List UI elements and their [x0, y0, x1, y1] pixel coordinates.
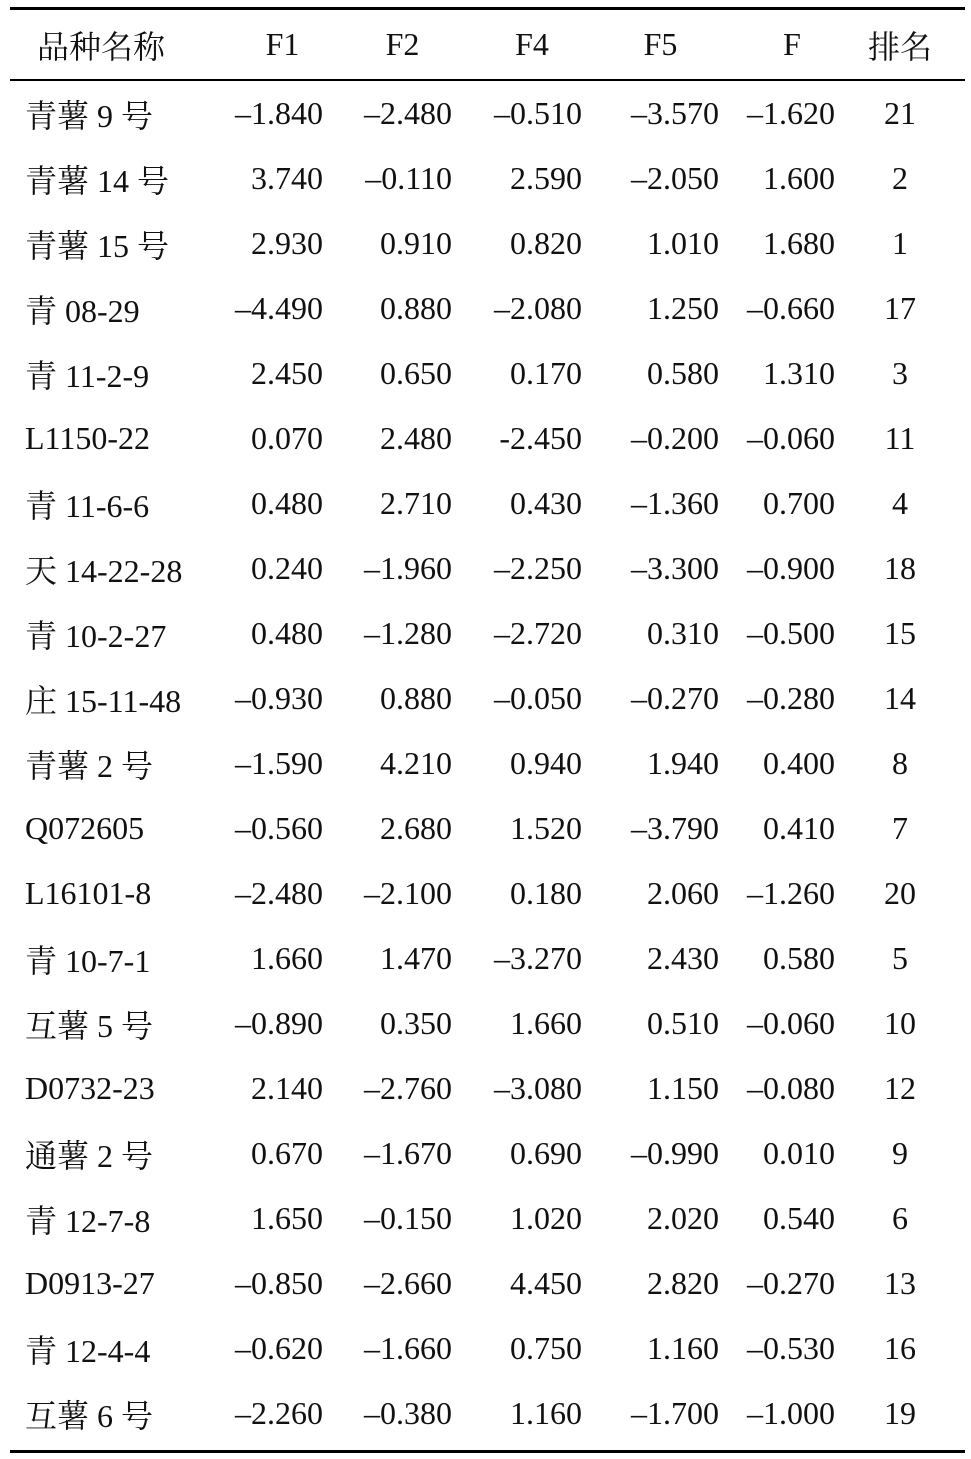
cell-f1: 0.670: [251, 1135, 323, 1171]
cell-f5: 2.060: [647, 875, 719, 911]
cell-rank: 6: [892, 1200, 908, 1236]
cell-f1: –0.620: [235, 1330, 323, 1366]
cell-variety-name: 青薯 14 号: [25, 162, 170, 199]
cell-f4: –0.050: [494, 680, 582, 716]
cell-variety-name: 互薯 5 号: [25, 1007, 154, 1044]
cell-rank: 1: [892, 225, 908, 261]
cell-rank: 5: [892, 940, 908, 976]
cell-f5: –1.360: [631, 485, 719, 521]
cell-rank: 21: [884, 95, 916, 131]
cell-f5: 2.020: [647, 1200, 719, 1236]
cell-f4: –0.510: [494, 95, 582, 131]
score-ranking-table: [10, 10, 965, 79]
table-row: [10, 926, 965, 991]
cell-f2: –2.660: [364, 1265, 452, 1301]
cell-f2: –2.100: [364, 875, 452, 911]
cell-variety-name: L16101-8: [25, 875, 152, 911]
cell-f5: –2.050: [631, 160, 719, 196]
cell-f2: 0.650: [380, 355, 452, 391]
cell-f2: –2.760: [364, 1070, 452, 1106]
cell-f5: 1.150: [647, 1070, 719, 1106]
cell-f: –0.500: [747, 615, 835, 651]
cell-f: 0.400: [763, 745, 835, 781]
table-row: [10, 731, 965, 796]
cell-f4: –2.080: [494, 290, 582, 326]
cell-f4: 1.660: [510, 1005, 582, 1041]
table-row: [10, 406, 965, 471]
cell-rank: 19: [884, 1395, 916, 1431]
cell-f4: 2.590: [510, 160, 582, 196]
cell-f: –0.060: [747, 420, 835, 456]
cell-variety-name: 青 12-7-8: [25, 1202, 151, 1239]
cell-f5: 0.510: [647, 1005, 719, 1041]
cell-rank: 10: [884, 1005, 916, 1041]
cell-f5: 0.310: [647, 615, 719, 651]
cell-f5: 2.820: [647, 1265, 719, 1301]
cell-rank: 17: [884, 290, 916, 326]
cell-f2: 0.350: [380, 1005, 452, 1041]
bottom-rule: [10, 1450, 965, 1453]
header-variety-name: 品种名称: [36, 28, 165, 65]
cell-variety-name: 青 10-2-27: [25, 617, 167, 654]
cell-f: –1.260: [747, 875, 835, 911]
cell-f: 0.580: [763, 940, 835, 976]
cell-f: –0.660: [747, 290, 835, 326]
cell-f: 1.600: [763, 160, 835, 196]
cell-f1: 1.660: [251, 940, 323, 976]
table-header: [10, 10, 965, 79]
table-row: [10, 666, 965, 731]
cell-rank: 8: [892, 745, 908, 781]
table-row: [10, 861, 965, 926]
table-row: [10, 1251, 965, 1316]
cell-f1: –0.560: [235, 810, 323, 846]
cell-variety-name: L1150-22: [25, 420, 151, 456]
cell-f2: 1.470: [380, 940, 452, 976]
cell-variety-name: 互薯 6 号: [25, 1397, 154, 1434]
cell-variety-name: 青 08-29: [25, 292, 140, 329]
header-rank: 排名: [867, 28, 932, 65]
cell-rank: 4: [892, 485, 908, 521]
cell-f: 1.310: [763, 355, 835, 391]
cell-f5: –0.200: [631, 420, 719, 456]
cell-rank: 20: [884, 875, 916, 911]
cell-variety-name: 青 11-2-9: [25, 357, 150, 394]
cell-f4: –2.720: [494, 615, 582, 651]
cell-f2: 2.480: [380, 420, 452, 456]
cell-f4: 1.020: [510, 1200, 582, 1236]
cell-rank: 9: [892, 1135, 908, 1171]
cell-f2: –1.280: [364, 615, 452, 651]
cell-f: –0.080: [747, 1070, 835, 1106]
cell-f4: 0.940: [510, 745, 582, 781]
cell-rank: 12: [884, 1070, 916, 1106]
cell-f4: –3.270: [494, 940, 582, 976]
cell-rank: 18: [884, 550, 916, 586]
cell-f4: 0.180: [510, 875, 582, 911]
cell-f: –0.270: [747, 1265, 835, 1301]
cell-f1: 0.480: [251, 485, 323, 521]
cell-f4: 0.820: [510, 225, 582, 261]
cell-f4: 1.520: [510, 810, 582, 846]
cell-f: –0.900: [747, 550, 835, 586]
cell-f2: 2.680: [380, 810, 452, 846]
cell-f5: 1.010: [647, 225, 719, 261]
cell-f5: 0.580: [647, 355, 719, 391]
cell-f1: –2.260: [235, 1395, 323, 1431]
table-row: [10, 1381, 965, 1446]
cell-f: –1.000: [747, 1395, 835, 1431]
table-row: [10, 601, 965, 666]
cell-f2: –1.960: [364, 550, 452, 586]
cell-f4: 4.450: [510, 1265, 582, 1301]
cell-f5: 1.160: [647, 1330, 719, 1366]
table-body: [10, 81, 965, 1446]
table-row: [10, 1186, 965, 1251]
table-row: [10, 536, 965, 601]
cell-rank: 7: [892, 810, 908, 846]
cell-f1: –0.930: [235, 680, 323, 716]
cell-f1: 0.070: [251, 420, 323, 456]
cell-f2: –0.150: [364, 1200, 452, 1236]
score-ranking-table-body: [10, 81, 965, 1446]
table-row: [10, 1121, 965, 1186]
cell-f5: 2.430: [647, 940, 719, 976]
cell-rank: 13: [884, 1265, 916, 1301]
cell-rank: 11: [884, 420, 916, 456]
cell-f: –0.060: [747, 1005, 835, 1041]
cell-variety-name: Q072605: [25, 810, 145, 846]
cell-f5: –3.790: [631, 810, 719, 846]
table-row: [10, 471, 965, 536]
cell-f2: –0.380: [364, 1395, 452, 1431]
cell-f2: 0.880: [380, 290, 452, 326]
cell-f1: 2.450: [251, 355, 323, 391]
cell-f: 1.680: [763, 225, 835, 261]
cell-f1: –0.890: [235, 1005, 323, 1041]
cell-f1: –4.490: [235, 290, 323, 326]
cell-variety-name: 青薯 15 号: [25, 227, 170, 264]
cell-variety-name: 天 14-22-28: [25, 552, 183, 589]
table-row: [10, 146, 965, 211]
cell-f2: 2.710: [380, 485, 452, 521]
table-row: [10, 1316, 965, 1381]
table-row: [10, 81, 965, 146]
cell-f: –1.620: [747, 95, 835, 131]
cell-f1: 0.240: [251, 550, 323, 586]
cell-f5: 1.250: [647, 290, 719, 326]
cell-f: 0.410: [763, 810, 835, 846]
header-f2: F2: [385, 26, 420, 62]
cell-f4: 0.750: [510, 1330, 582, 1366]
cell-variety-name: D0913-27: [25, 1265, 155, 1301]
cell-f5: –3.300: [631, 550, 719, 586]
header-f5: F5: [643, 26, 678, 62]
cell-variety-name: 青 11-6-6: [25, 487, 150, 524]
cell-f2: –2.480: [364, 95, 452, 131]
cell-f4: -2.450: [499, 420, 582, 456]
cell-f: –0.530: [747, 1330, 835, 1366]
cell-f: 0.700: [763, 485, 835, 521]
cell-f5: –0.270: [631, 680, 719, 716]
cell-f1: –1.840: [235, 95, 323, 131]
header-f1: F1: [265, 26, 300, 62]
cell-rank: 2: [892, 160, 908, 196]
cell-variety-name: 通薯 2 号: [25, 1137, 154, 1174]
cell-f1: 2.930: [251, 225, 323, 261]
cell-f2: –0.110: [365, 160, 452, 196]
cell-f1: –1.590: [235, 745, 323, 781]
cell-f4: –3.080: [494, 1070, 582, 1106]
cell-variety-name: 庄 15-11-48: [25, 682, 182, 719]
cell-variety-name: D0732-23: [25, 1070, 155, 1106]
cell-f5: –1.700: [631, 1395, 719, 1431]
cell-f5: –0.990: [631, 1135, 719, 1171]
table-row: [10, 991, 965, 1056]
cell-variety-name: 青薯 2 号: [25, 747, 154, 784]
cell-f2: 0.880: [380, 680, 452, 716]
cell-rank: 16: [884, 1330, 916, 1366]
cell-f2: 4.210: [380, 745, 452, 781]
header-f: F: [783, 26, 801, 62]
cell-f2: –1.660: [364, 1330, 452, 1366]
cell-variety-name: 青 10-7-1: [25, 942, 151, 979]
cell-f: 0.540: [763, 1200, 835, 1236]
cell-rank: 15: [884, 615, 916, 651]
cell-variety-name: 青薯 9 号: [25, 97, 154, 134]
cell-f5: 1.940: [647, 745, 719, 781]
cell-f1: 1.650: [251, 1200, 323, 1236]
table-row: [10, 796, 965, 861]
cell-f1: –2.480: [235, 875, 323, 911]
header-row: [10, 10, 965, 79]
cell-f4: –2.250: [494, 550, 582, 586]
cell-f2: 0.910: [380, 225, 452, 261]
cell-f1: –0.850: [235, 1265, 323, 1301]
cell-f: –0.280: [747, 680, 835, 716]
cell-f2: –1.670: [364, 1135, 452, 1171]
cell-f: 0.010: [763, 1135, 835, 1171]
table-row: [10, 341, 965, 406]
cell-f4: 0.170: [510, 355, 582, 391]
table-row: [10, 211, 965, 276]
score-ranking-table-container: [10, 7, 965, 1453]
cell-f4: 1.160: [510, 1395, 582, 1431]
cell-variety-name: 青 12-4-4: [25, 1332, 151, 1369]
cell-f4: 0.690: [510, 1135, 582, 1171]
cell-f4: 0.430: [510, 485, 582, 521]
cell-f5: –3.570: [631, 95, 719, 131]
table-row: [10, 1056, 965, 1121]
cell-rank: 14: [884, 680, 916, 716]
cell-rank: 3: [892, 355, 908, 391]
cell-f1: 2.140: [251, 1070, 323, 1106]
header-f4: F4: [515, 26, 549, 62]
cell-f1: 0.480: [251, 615, 323, 651]
cell-f1: 3.740: [251, 160, 323, 196]
table-row: [10, 276, 965, 341]
